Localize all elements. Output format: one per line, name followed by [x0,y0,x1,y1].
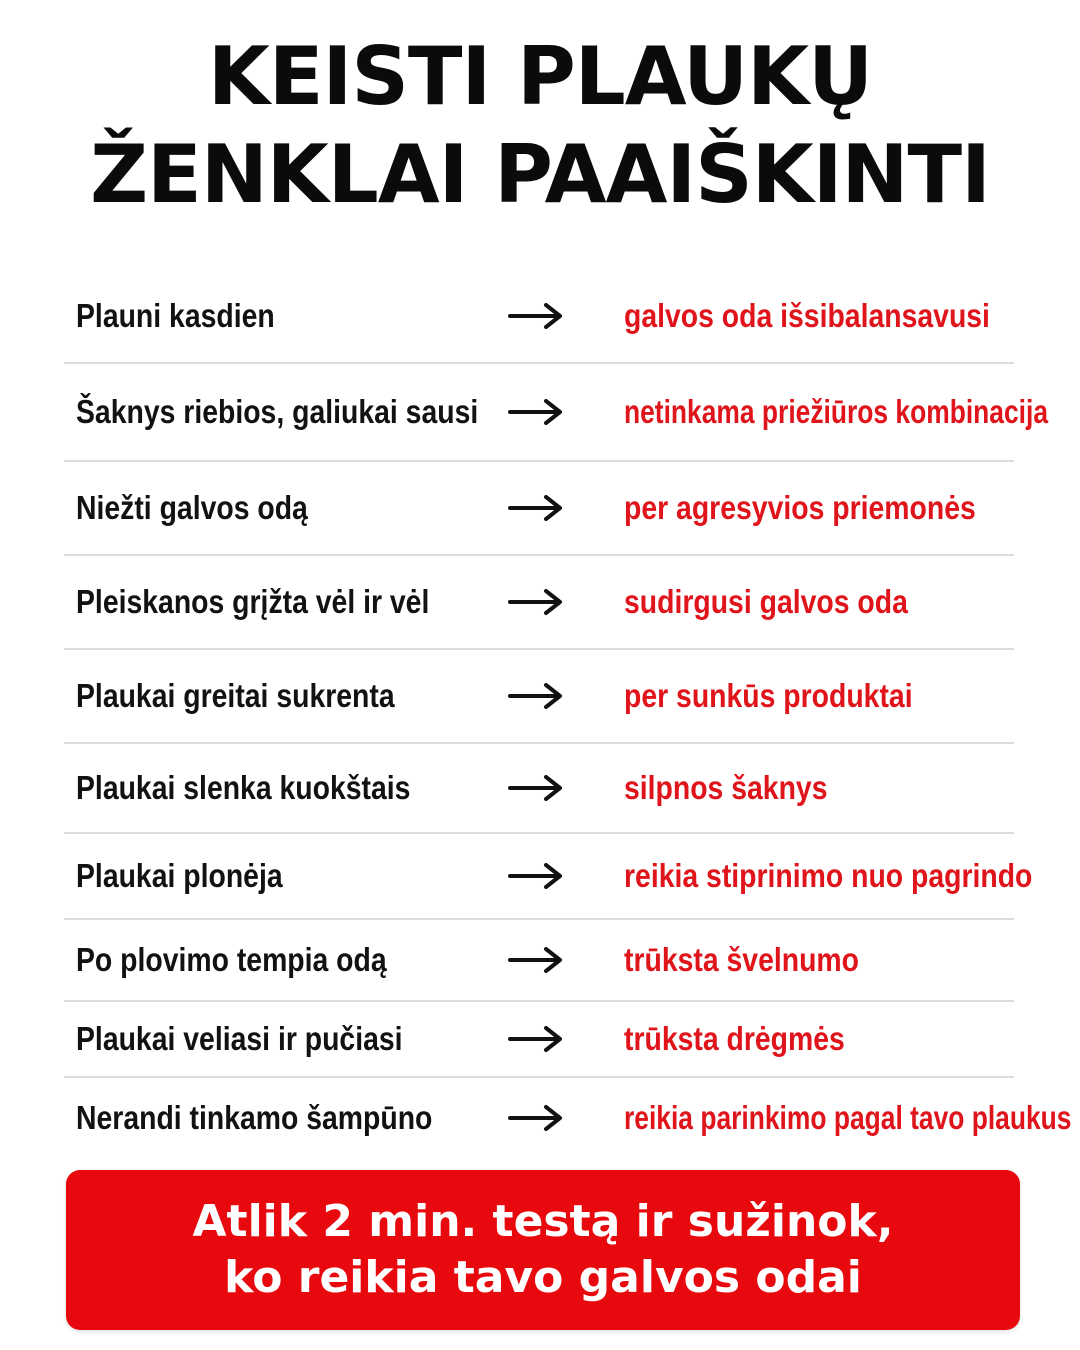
cause-text: per sunkūs produktai [624,677,913,714]
cause-text: reikia parinkimo pagal tavo plaukus [624,1099,1072,1136]
sign-text: Nerandi tinkamo šampūno [76,1099,433,1136]
cause-text: reikia stiprinimo nuo pagrindo [624,857,1033,894]
right-arrow-icon [508,588,564,616]
sign-text: Plaukai greitai sukrenta [76,677,395,714]
sign-text: Plaukai plonėja [76,857,283,894]
list-item [64,270,1014,364]
title-line-2: ŽENKLAI PAAIŠKINTI [90,128,990,221]
cta-line-1: Atlik 2 min. testą ir sužinok, [192,1196,894,1247]
list-item [64,1078,1072,1158]
title-line-1: KEISTI PLAUKŲ [207,30,873,123]
cause-text: galvos oda išsibalansavusi [624,297,990,334]
sign-text: Plaukai slenka kuokštais [76,769,411,806]
sign-text: Šaknys riebios, galiukai sausi [76,393,479,430]
right-arrow-icon [508,1025,564,1053]
sign-text: Pleiskanos grįžta vėl ir vėl [76,583,430,620]
list-item [64,744,1014,834]
sign-text: Plauni kasdien [76,297,275,334]
take-test-banner[interactable] [66,1170,1020,1330]
right-arrow-icon [508,774,564,802]
list-item [64,364,1048,462]
cause-text: netinkama priežiūros kombinacija [624,393,1048,430]
page-title [0,28,1080,224]
right-arrow-icon [508,682,564,710]
list-item [64,462,1014,556]
cause-text: trūksta švelnumo [624,941,859,978]
sign-text: Niežti galvos odą [76,489,308,526]
right-arrow-icon [508,1104,564,1132]
list-item [64,650,1014,744]
right-arrow-icon [508,946,564,974]
right-arrow-icon [508,398,564,426]
list-item [64,920,1014,1002]
list-item [64,834,1033,920]
cause-text: sudirgusi galvos oda [624,583,908,620]
list-item [64,1002,1014,1078]
cause-text: per agresyvios priemonės [624,489,976,526]
sign-text: Plaukai veliasi ir pučiasi [76,1020,403,1057]
cta-line-2: ko reikia tavo galvos odai [224,1252,862,1303]
right-arrow-icon [508,302,564,330]
sign-text: Po plovimo tempia odą [76,941,387,978]
cause-text: trūksta drėgmės [624,1020,845,1057]
right-arrow-icon [508,494,564,522]
right-arrow-icon [508,862,564,890]
list-item [64,556,1014,650]
cause-text: silpnos šaknys [624,769,828,806]
